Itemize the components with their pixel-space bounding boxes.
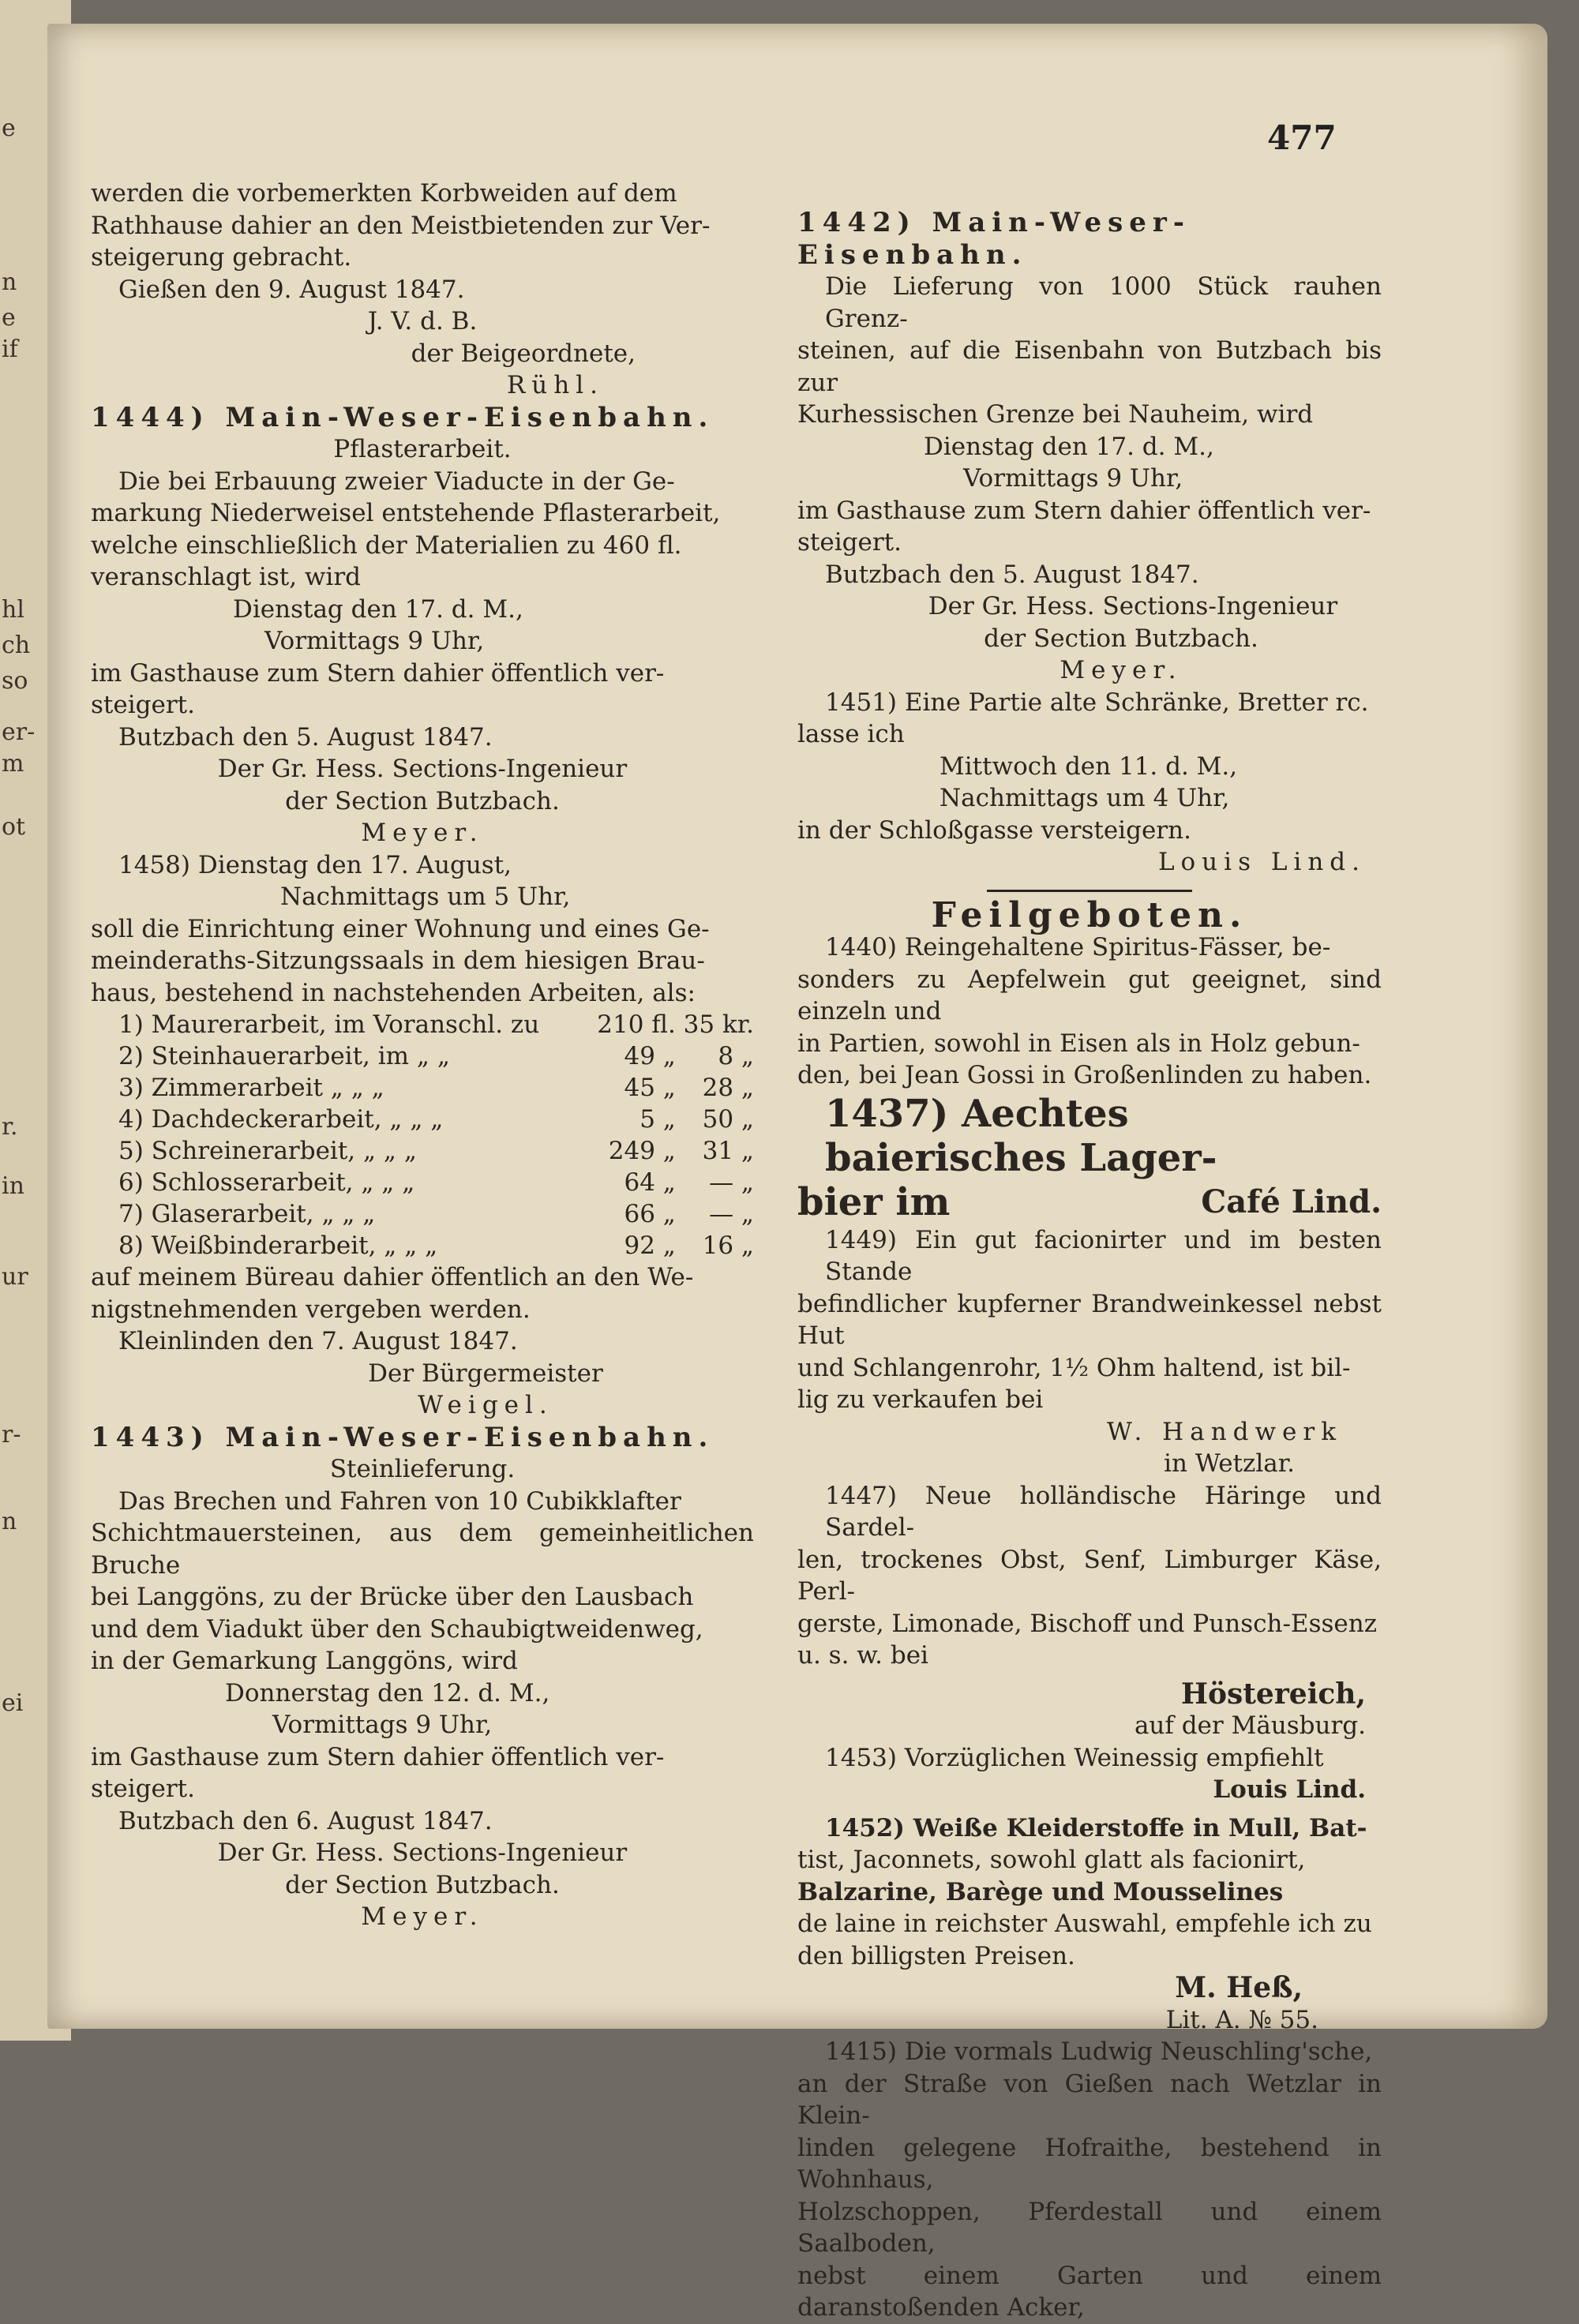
text-line: Das Brechen und Fahren von 10 Cubikklafter — [118, 1486, 681, 1516]
text-line: haus, bestehend in nachstehenden Arbeiten, als: — [91, 978, 696, 1007]
text-line: 1415) Die vormals Ludwig Neuschling'sche, — [825, 2037, 1373, 2066]
signature: Der Gr. Hess. Sections-Ingenieur — [928, 592, 1338, 620]
prev-page-fragment: so — [2, 667, 28, 695]
prev-page-fragment: in — [2, 1172, 24, 1200]
ad-subheading: Steinlieferung. — [329, 1455, 516, 1483]
text-line: de laine in reichster Auswahl, empfehle ich zu — [797, 1910, 1372, 1938]
text-line: lasse ich — [797, 720, 905, 748]
date-line: Kleinlinden den 7. August 1847. — [118, 1327, 518, 1355]
cost-label: 1) Maurerarbeit, im Voranschl. zu — [118, 1010, 540, 1039]
date-line: Vormittags 9 Uhr, — [963, 464, 1183, 493]
text-line: Nachmittags um 5 Uhr, — [280, 883, 571, 911]
signature: J. V. d. B. — [367, 307, 478, 335]
prev-page-fragment: e — [2, 114, 16, 142]
date-line: Mittwoch den 11. d. M., — [940, 752, 1238, 781]
signature: Louis Lind. — [1157, 848, 1366, 876]
text-line: Die Lieferung von 1000 Stück rauhen Grenz- — [825, 272, 1382, 333]
date-line: Butzbach den 5. August 1847. — [118, 722, 493, 752]
signature: Der Gr. Hess. Sections-Ingenieur — [217, 1839, 628, 1867]
cost-fl: 45 „ — [624, 1074, 676, 1102]
text-line: 1453) Vorzüglichen Weinessig empfiehlt — [825, 1743, 1324, 1772]
text-line: steigert. — [91, 691, 195, 719]
text-line: Schichtmauersteinen, aus dem gemeinheitlichen Bruche — [91, 1519, 754, 1580]
text-line: steigert. — [91, 1775, 195, 1803]
prev-page-fragment: hl — [2, 596, 24, 624]
text-line: bier im — [797, 1179, 951, 1224]
ad-heading-1442: 1442) Main-Weser-Eisenbahn. — [797, 207, 1191, 271]
date-line: Gießen den 9. August 1847. — [118, 275, 465, 304]
text-line: lig zu verkaufen bei — [797, 1385, 1044, 1414]
section-divider — [987, 890, 1192, 892]
text-line: 1440) Reingehaltene Spiritus-Fässer, be- — [825, 933, 1331, 961]
text-line: in Partien, sowohl in Eisen als in Holz gebun- — [797, 1029, 1360, 1058]
ad-heading-1444: 1444) Main-Weser-Eisenbahn. — [91, 401, 714, 433]
cost-kr: 16 „ — [702, 1231, 754, 1260]
ad-heading-1437: 1437) Aechtes baierisches Lager- — [825, 1091, 1217, 1180]
text-line: gerste, Limonade, Bischoff und Punsch-Essenz — [797, 1609, 1378, 1638]
cost-kr: — „ — [709, 1200, 754, 1228]
prev-page-fragment: ot — [2, 813, 26, 841]
cost-table — [91, 1009, 754, 1261]
text-line: 1447) Neue holländische Häringe und Sardel- — [825, 1481, 1382, 1542]
cafe-name: Café Lind. — [1201, 1183, 1382, 1220]
date-line: Donnerstag den 12. d. M., — [225, 1678, 550, 1707]
cost-label: 5) Schreinerarbeit, „ „ „ — [118, 1137, 417, 1165]
cost-label: 6) Schlosserarbeit, „ „ „ — [118, 1168, 415, 1197]
text-line: und dem Viadukt über den Schaubigtweidenweg, — [91, 1614, 703, 1644]
cost-row — [91, 1167, 754, 1198]
text-line: meinderaths-Sitzungssaals in dem hiesigen Brau- — [91, 946, 705, 975]
cost-kr: 35 kr. — [683, 1010, 754, 1039]
cost-kr: 50 „ — [702, 1105, 754, 1134]
text-line: auf meinem Büreau dahier öffentlich an den We- — [91, 1263, 694, 1291]
signature: Meyer. — [361, 1902, 484, 1931]
cost-fl: 64 „ — [624, 1168, 676, 1197]
date-line: Vormittags 9 Uhr, — [272, 1711, 493, 1739]
signature: der Section Butzbach. — [285, 1870, 560, 1899]
text-line: in der Gemarkung Langgöns, wird — [91, 1647, 518, 1675]
signature: der Section Butzbach. — [984, 624, 1258, 653]
ad-1437-line2 — [797, 1180, 1382, 1224]
text-line: sonders zu Aepfelwein gut geeignet, sind einzeln und — [797, 965, 1382, 1025]
cost-row — [91, 1072, 754, 1104]
signature: Meyer. — [1060, 656, 1183, 684]
cost-row — [91, 1040, 754, 1072]
text-line: steigert. — [797, 528, 902, 557]
cost-row — [91, 1104, 754, 1135]
text-line: welche einschließlich der Materialien zu 460 fl. — [91, 530, 682, 560]
text-line: im Gasthause zum Stern dahier öffentlich ver- — [797, 496, 1371, 525]
cost-label: 7) Glaserarbeit, „ „ „ — [118, 1200, 376, 1228]
text-line: werden die vorbemerkten Korbweiden auf dem — [91, 179, 677, 208]
cost-kr: 31 „ — [702, 1137, 754, 1165]
text-line: 1458) Dienstag den 17. August, — [118, 850, 512, 879]
text-line: im Gasthause zum Stern dahier öffentlich ver- — [91, 658, 665, 688]
section-title: Feilgeboten. — [931, 894, 1248, 935]
text-line: und Schlangenrohr, 1½ Ohm haltend, ist bil- — [797, 1353, 1351, 1382]
text-line: befindlicher kupferner Brandweinkessel nebst Hut — [797, 1289, 1382, 1350]
cost-kr: 28 „ — [702, 1074, 754, 1102]
text-line: bei Langgöns, zu der Brücke über den Lausbach — [91, 1583, 694, 1611]
signature: Der Gr. Hess. Sections-Ingenieur — [217, 755, 628, 783]
page-number: 477 — [1267, 118, 1337, 157]
signature: der Beigeordnete, — [411, 339, 636, 368]
text-line: Rathhause dahier an den Meistbietenden zur Ver- — [91, 211, 711, 240]
cost-fl: 66 „ — [624, 1200, 676, 1228]
text-line: veranschlagt ist, wird — [91, 563, 362, 591]
text-line: nebst einem Garten und einem daranstoßenden Acker, — [797, 2261, 1382, 2322]
cost-fl: 92 „ — [624, 1231, 676, 1260]
cost-label: 3) Zimmerarbeit „ „ „ — [118, 1074, 384, 1102]
signature: Rühl. — [506, 371, 604, 399]
text-line: Die bei Erbauung zweier Viaducte in der Ge- — [118, 467, 675, 496]
cost-row — [91, 1135, 754, 1167]
text-line: 1451) Eine Partie alte Schränke, Bretter rc. — [825, 688, 1369, 717]
text-line: im Gasthause zum Stern dahier öffentlich ver- — [91, 1742, 665, 1771]
prev-page-fragment: if — [2, 335, 18, 363]
text-line: Holzschoppen, Pferdestall und einem Saalboden, — [797, 2197, 1382, 2258]
ad-heading-1443: 1443) Main-Weser-Eisenbahn. — [91, 1421, 714, 1453]
date-line: Dienstag den 17. d. M., — [233, 594, 523, 624]
cost-fl: 49 „ — [624, 1042, 676, 1070]
signature: in Wetzlar. — [1164, 1449, 1295, 1478]
signature: Weigel. — [418, 1391, 553, 1419]
signature: Der Bürgermeister — [368, 1359, 603, 1388]
text-line: soll die Einrichtung einer Wohnung und eines Ge- — [91, 914, 710, 943]
date-line: Dienstag den 17. d. M., — [924, 432, 1214, 461]
prev-page-fragment: ch — [2, 632, 31, 659]
text-line: len, trockenes Obst, Senf, Limburger Käse, Perl- — [797, 1545, 1382, 1606]
prev-page-fragment: er- — [2, 718, 36, 746]
prev-page-fragment: ur — [2, 1263, 28, 1291]
text-line: 1449) Ein gut facionirter und im besten Stande — [825, 1225, 1382, 1286]
left-column — [91, 178, 754, 1933]
cost-row — [91, 1230, 754, 1261]
signature: M. Heß, — [1175, 1971, 1303, 2004]
prev-page-fragment: ei — [2, 1689, 24, 1717]
text-line: linden gelegene Hofraithe, bestehend in Wohnhaus, — [797, 2133, 1382, 2194]
prev-page-fragment: e — [2, 304, 16, 332]
prev-page-fragment: m — [2, 750, 24, 778]
signature: Louis Lind. — [1213, 1775, 1366, 1804]
text-line: steigerung gebracht. — [91, 243, 352, 272]
text-line: 1452) Weiße Kleiderstoffe in Mull, Bat- — [825, 1813, 1367, 1842]
cost-label: 2) Steinhauerarbeit, im „ „ — [118, 1042, 450, 1070]
date-line: Butzbach den 6. August 1847. — [118, 1806, 493, 1835]
text-line: Balzarine, Barège und Mousselines — [797, 1877, 1284, 1906]
text-line: in der Schloßgasse versteigern. — [797, 815, 1191, 845]
cost-label: 4) Dachdeckerarbeit, „ „ „ — [118, 1105, 444, 1134]
cost-row — [91, 1198, 754, 1230]
prev-page-fragment: r- — [2, 1421, 21, 1449]
cost-fl: 249 „ — [608, 1137, 676, 1165]
signature: auf der Mäusburg. — [1134, 1711, 1366, 1740]
signature: Lit. A. № 55. — [1165, 2005, 1318, 2034]
text-line: Kurhessischen Grenze bei Nauheim, wird — [797, 400, 1314, 429]
date-line: Butzbach den 5. August 1847. — [825, 560, 1199, 589]
cost-label: 8) Weißbinderarbeit, „ „ „ — [118, 1231, 438, 1260]
text-line: den, bei Jean Gossi in Großenlinden zu haben. — [797, 1061, 1372, 1089]
text-line: nigstnehmenden vergeben werden. — [91, 1295, 531, 1324]
cost-fl: 5 „ — [639, 1105, 676, 1134]
text-line: markung Niederweisel entstehende Pflasterarbeit, — [91, 499, 721, 527]
text-line: tist, Jaconnets, sowohl glatt als facionirt, — [797, 1846, 1306, 1874]
date-line: Vormittags 9 Uhr, — [264, 627, 485, 655]
signature: W. Handwerk — [1107, 1417, 1342, 1446]
prev-page-fragment: n — [2, 268, 17, 296]
right-column — [797, 207, 1382, 2324]
cost-kr: 8 „ — [718, 1042, 754, 1070]
date-line: Nachmittags um 4 Uhr, — [940, 784, 1230, 812]
signature: Höstereich, — [1181, 1677, 1366, 1711]
ad-subheading: Pflasterarbeit. — [333, 435, 512, 463]
text-line: an der Straße von Gießen nach Wetzlar in Klein- — [797, 2069, 1382, 2130]
text-line: den billigsten Preisen. — [797, 1941, 1075, 1970]
signature: der Section Butzbach. — [285, 786, 560, 815]
prev-page-fragment: r. — [2, 1113, 18, 1141]
cost-fl: 210 fl. — [597, 1010, 676, 1039]
signature: Meyer. — [361, 819, 484, 847]
text-line: steinen, auf die Eisenbahn von Butzbach bis zur — [797, 336, 1382, 397]
cost-row — [91, 1009, 754, 1040]
cost-kr: — „ — [709, 1168, 754, 1197]
text-line: u. s. w. bei — [797, 1641, 928, 1670]
prev-page-fragment: n — [2, 1508, 17, 1535]
